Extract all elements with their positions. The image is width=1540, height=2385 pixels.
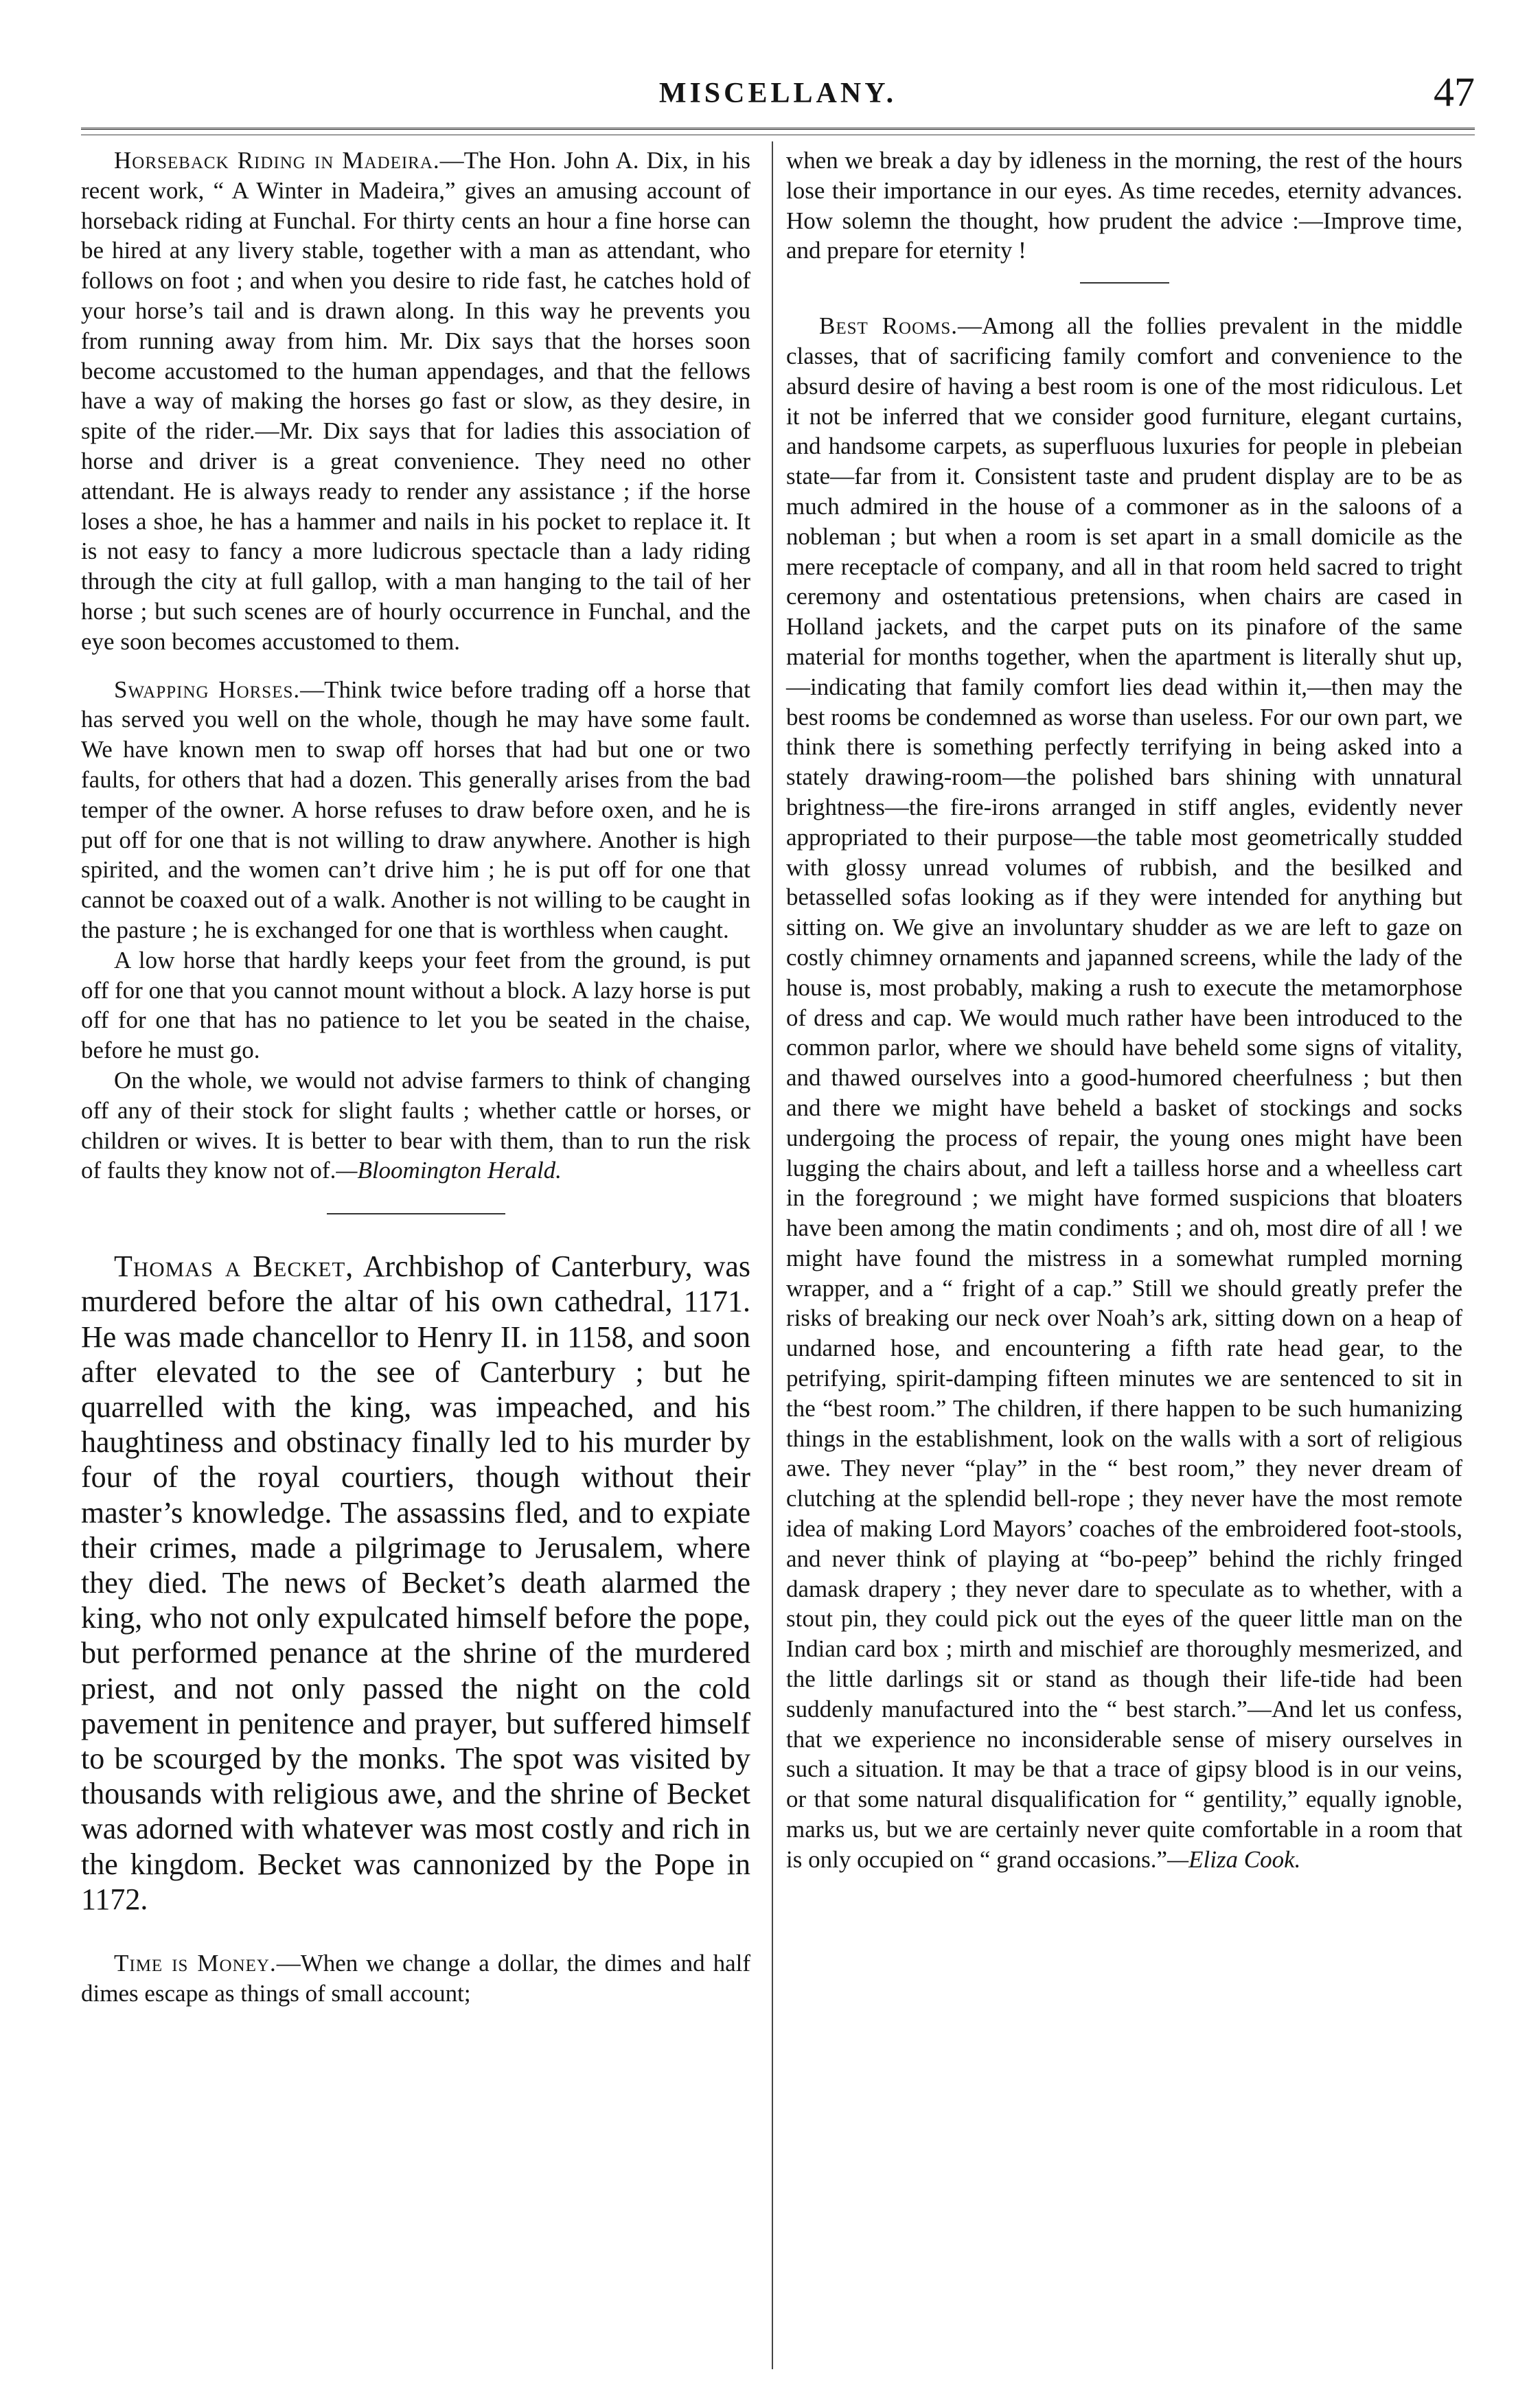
article-heading: Best Rooms. xyxy=(819,312,958,340)
column-divider xyxy=(772,141,773,2369)
article-swapping-horses xyxy=(81,675,750,945)
article-body: —Think twice before trading off a horse that has served you well on the whole, though he may have some fault. We have known men to swap off horses that had but one or two faults, for others that had a dozen. This generally arises from the bad temper of the owner. A horse refuses to draw before oxen, and he is put off for one that is not willing to draw anywhere. Another is high spirited, and the women can’t drive him ; he is put off for one that cannot be coaxed out of a walk. Another is not willing to be caught in the pasture ; he is exchanged for one that is worthless when caught. xyxy=(81,676,751,943)
article-horseback-riding xyxy=(81,146,750,657)
article-best-rooms xyxy=(786,311,1462,1874)
page-header xyxy=(81,69,1475,118)
article-paragraph xyxy=(81,1065,750,1186)
article-source: —Eliza Cook. xyxy=(1167,1845,1301,1873)
article-body: —When we change a dollar, the dimes and half dimes escape as things of small account; xyxy=(81,1949,750,2007)
running-head: MISCELLANY. xyxy=(658,78,897,109)
article-time-is-money xyxy=(81,1948,750,2009)
page-number: 47 xyxy=(1434,69,1475,115)
article-body: —The Hon. John A. Dix, in his recent work, “ A Winter in Madeira,” gives an amusing account of horseback riding at Funchal. For thirty cents an hour a fine horse can be hired at any livery stable, together with a man as attendant, who follows on foot ; and when you desire to ride fast, he catches hold of your horse’s tail and is drawn along. In this way he prevents you from running away from him. Mr. Dix says that the horses soon become accustomed to the human appendages, and that the fellows have a way of making the horses go fast or slow, as they desire, in spite of the rider.—Mr. Dix says that for ladies this association of horse and driver is a great convenience. They need no other attendant. He is always ready to render any assistance ; if the horse loses a shoe, he has a hammer and nails in his pocket to replace it. It is not easy to fancy a more ludicrous spectacle than a lady riding through the city at full gallop, with a man hanging to the tail of her horse ; but such scenes are of hourly occurrence in Funchal, and the eye soon becomes accustomed to them. xyxy=(81,147,750,655)
left-column xyxy=(81,146,750,2009)
right-column xyxy=(786,146,1462,1875)
article-body: Archbishop of Canterbury, was murdered before the altar of his own cathedral, 1171. He was made chancellor to Henry II. in 1158, and soon after elevated to the see of Canterbury ; but he quarrelled with the king, was impeached, and his haughtiness and obstinacy finally led to his murder by four of the royal courtiers, though without their master’s knowledge. The assassins fled, and to expiate their crimes, made a pilgrimage to Jerusalem, where they died. The news of Becket’s death alarmed the king, who not only expulcated himself before the pope, but performed penance at the shrine of the murdered priest, and not only passed the night on the cold pavement in penitence and prayer, but suffered himself to be scourged by the monks. The spot was visited by thousands with religious awe, and the shrine of Becket was adorned with whatever was most costly and rich in the kingdom. Becket was cannonized by the Pope in 1172. xyxy=(81,1249,750,1916)
article-time-is-money-continued: when we break a day by idleness in the morning, the rest of the hours lose their importance in our eyes. As time recedes, eternity advances. How solemn the thought, how prudent the advice :—Improve time, and prepare for eternity ! xyxy=(786,147,1462,264)
header-double-rule xyxy=(81,128,1475,130)
section-rule xyxy=(1080,282,1169,284)
section-rule xyxy=(327,1213,505,1214)
article-heading: Swapping Horses. xyxy=(114,676,301,703)
article-heading: Thomas a Becket, xyxy=(114,1249,354,1284)
article-body: —Among all the follies prevalent in the middle classes, that of sacrificing family comfort and convenience to the absurd desire of having a best room is one of the most ridiculous. Let it not be inferred that we consider good furniture, elegant curtains, and handsome carpets, as superfluous luxuries for people in plebeian state—far from it. Consistent taste and prudent display are to be as much admired in the house of a commoner as in the saloons of a nobleman ; but when a room is set apart in a small domicile as the mere receptacle of company, and all in that room held sacred to tright ceremony and ostentatious pretensions, when chairs are cased in Holland jackets, and the carpet puts on its pinafore of the same material for months together, when the apartment is literally shut up,—indicating that family comfort lies dead within it,—then may the best rooms be condemned as worse than useless. For our own part, we think there is something perfectly terrifying in being asked into a stately drawing-room—the polished bars shining with unnatural brightness—the fire-irons arranged in stiff angles, evidently never appropriated to their purpose—the table most geometrically studded with glossy unread volumes of rubbish, and the besilked and betasselled sofas looking as if they were intended for anything but sitting on. We give an involuntary shudder as we are left to gaze on costly chimney ornaments and japanned screens, while the lady of the house is, most probably, making a rush to execute the metamorphose of dress and cap. We would much rather have been introduced to the common parlor, where we should have beheld some signs of vitality, and thawed ourselves into a good-humored cheerfulness ; but then and there we might have beheld a basket of stockings and socks undergoing the process of repair, the young ones might have been lugging the chairs about, and left a tailless horse and a wheelless cart in the foreground ; we might have formed suspicions that bloaters have been among the matin condiments ; and oh, most dire of all ! we might have found the mistress in a somewhat rumpled morning wrapper, and a “ fright of a cap.” Still we should greatly prefer the risks of breaking our neck over Noah’s ark, sitting down on a heap of undarned hose, and encountering a fifth rate head gear, to the petrifying, spirit-damping fifteen minutes we are sentenced to sit in the “best room.” The children, if there happen to be such humanizing things in the establishment, look on the walls with a sort of religious awe. They never “play” in the “ best room,” they never dream of clutching at the splendid bell-rope ; they never have the most remote idea of making Lord Mayors’ coaches of the embroidered foot-stools, and never think of playing at “bo-peep” behind the richly fringed damask drapery ; they never dare to speculate as to whether, with a stout pin, they could pick out the eyes of the queer little man on the Indian card box ; mirth and mischief are thoroughly mesmerized, and the little darlings sit or stand as though their life-tide had been suddenly manufactured into the “ best starch.”—And let us confess, that we experience no inconsiderable sense of misery ourselves in such a situation. It may be that a trace of gipsy blood is in our veins, or that some natural disqualification for “ gentility,” equally ignoble, marks us, but we are certainly never quite comfortable in a room that is only occupied on “ grand occasions.” xyxy=(786,312,1462,1873)
article-thomas-a-becket xyxy=(81,1249,750,1917)
article-source: —Bloomington Herald. xyxy=(336,1157,562,1184)
article-body: On the whole, we would not advise farmers to think of changing off any of their stock for slight faults ; whether cattle or horses, or children or wives. It is better to bear with them, than to run the risk of faults they know not of. xyxy=(81,1066,750,1184)
article-heading: Time is Money. xyxy=(114,1949,277,1977)
article-heading: Horseback Riding in Madeira. xyxy=(114,147,440,174)
article-paragraph: A low horse that hardly keeps your feet from the ground, is put off for one that you cannot mount without a block. A lazy horse is put off for one that has no patience to let you be seated in the chaise, before he must go. xyxy=(81,946,750,1064)
